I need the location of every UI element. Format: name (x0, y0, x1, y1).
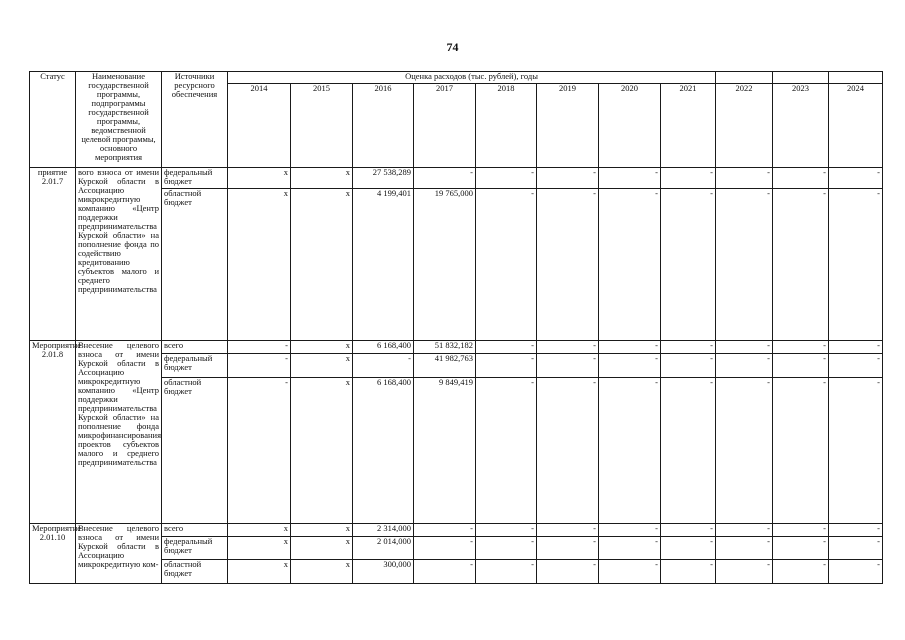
value-cell: 51 832,182 (414, 341, 476, 354)
value-cell: - (661, 354, 716, 378)
value-cell: - (773, 378, 829, 524)
value-cell: - (537, 189, 599, 341)
value-cell: x (291, 537, 353, 560)
value-cell: - (599, 168, 661, 189)
value-cell: - (716, 378, 773, 524)
value-cell: - (476, 168, 537, 189)
source-cell: федеральный бюджет (162, 354, 228, 378)
value-cell: 2 314,000 (353, 524, 414, 537)
value-cell: - (829, 341, 883, 354)
value-cell: x (291, 168, 353, 189)
header-blank-cell (716, 72, 773, 84)
value-cell: - (661, 524, 716, 537)
table-row (30, 168, 883, 189)
value-cell: x (291, 560, 353, 584)
value-cell: - (228, 378, 291, 524)
value-cell: - (414, 524, 476, 537)
value-cell: - (537, 524, 599, 537)
value-cell: - (773, 537, 829, 560)
value-cell: - (773, 168, 829, 189)
budget-table (29, 71, 883, 584)
value-cell: - (537, 378, 599, 524)
value-cell: - (599, 354, 661, 378)
value-cell: 6 168,400 (353, 341, 414, 354)
header-year: 2020 (599, 84, 661, 168)
value-cell: - (599, 341, 661, 354)
value-cell: - (599, 378, 661, 524)
header-row-top (30, 72, 883, 84)
source-cell: областной бюджет (162, 189, 228, 341)
table-row (30, 341, 883, 354)
header-year: 2022 (716, 84, 773, 168)
value-cell: - (829, 524, 883, 537)
value-cell: - (829, 354, 883, 378)
value-cell: 2 014,000 (353, 537, 414, 560)
source-cell: областной бюджет (162, 560, 228, 584)
value-cell: - (476, 524, 537, 537)
header-year: 2015 (291, 84, 353, 168)
value-cell: 19 765,000 (414, 189, 476, 341)
value-cell: x (291, 341, 353, 354)
value-cell: x (291, 524, 353, 537)
value-cell: 27 538,289 (353, 168, 414, 189)
value-cell: x (228, 537, 291, 560)
header-blank-cell (773, 72, 829, 84)
measure-name-cell: вого взноса от имени Курской области в Ассоциацию микрокредитную компанию «Центр поддержки предпринимательства Курской области» на пополнение фонда по содействию кредитованию субъектов малого и среднего предпринимательства (76, 168, 162, 341)
source-cell: федеральный бюджет (162, 537, 228, 560)
value-cell: - (829, 168, 883, 189)
value-cell: - (414, 537, 476, 560)
value-cell: x (228, 168, 291, 189)
value-cell: - (661, 378, 716, 524)
value-cell: - (661, 189, 716, 341)
value-cell: - (476, 560, 537, 584)
measure-name-cell: Внесение целевого взноса от имени Курской области в Ассоциацию микрокредитную ком- (76, 524, 162, 584)
value-cell: - (414, 168, 476, 189)
value-cell: - (599, 189, 661, 341)
value-cell: - (716, 189, 773, 341)
value-cell: - (829, 378, 883, 524)
status-cell: Мероприятие 2.01.10 (30, 524, 76, 584)
source-cell: всего (162, 341, 228, 354)
value-cell: 9 849,419 (414, 378, 476, 524)
value-cell: - (716, 168, 773, 189)
value-cell: - (829, 537, 883, 560)
value-cell: - (661, 341, 716, 354)
value-cell: - (829, 189, 883, 341)
value-cell: - (773, 560, 829, 584)
page-number: 74 (446, 40, 459, 54)
value-cell: 6 168,400 (353, 378, 414, 524)
table-body (30, 168, 883, 584)
value-cell: - (414, 560, 476, 584)
value-cell: - (599, 524, 661, 537)
value-cell: x (291, 189, 353, 341)
value-cell: - (773, 524, 829, 537)
value-cell: - (537, 354, 599, 378)
header-year: 2016 (353, 84, 414, 168)
header-blank-cell (829, 72, 883, 84)
value-cell: x (291, 378, 353, 524)
value-cell: - (476, 341, 537, 354)
value-cell: - (228, 341, 291, 354)
value-cell: 300,000 (353, 560, 414, 584)
header-year: 2018 (476, 84, 537, 168)
value-cell: - (661, 168, 716, 189)
value-cell: - (773, 341, 829, 354)
value-cell: - (716, 537, 773, 560)
value-cell: - (537, 537, 599, 560)
source-cell: всего (162, 524, 228, 537)
value-cell: - (476, 537, 537, 560)
value-cell: x (228, 189, 291, 341)
value-cell: - (716, 341, 773, 354)
value-cell: - (228, 354, 291, 378)
header-source: Источники ресурсного обеспечения (162, 72, 228, 168)
measure-name-cell: Внесение целевого взноса от имени Курской области в Ассоциацию микрокредитную компанию «Центр поддержки предпринимательства Курской области» на пополнение фонда микрофинансирования проектов субъектов малого и среднего предпринимательства (76, 341, 162, 524)
value-cell: - (476, 189, 537, 341)
value-cell: - (476, 378, 537, 524)
value-cell: - (716, 560, 773, 584)
value-cell: - (537, 560, 599, 584)
value-cell: - (773, 189, 829, 341)
value-cell: - (599, 537, 661, 560)
value-cell: - (661, 560, 716, 584)
value-cell: - (353, 354, 414, 378)
status-cell: Мероприятие 2.01.8 (30, 341, 76, 524)
header-status: Статус (30, 72, 76, 168)
value-cell: - (537, 168, 599, 189)
header-cost-group: Оценка расходов (тыс. рублей), годы (228, 72, 716, 84)
header-year: 2017 (414, 84, 476, 168)
value-cell: - (716, 524, 773, 537)
header-year: 2024 (829, 84, 883, 168)
header-year: 2021 (661, 84, 716, 168)
value-cell: x (291, 354, 353, 378)
value-cell: - (716, 354, 773, 378)
source-cell: областной бюджет (162, 378, 228, 524)
value-cell: x (228, 524, 291, 537)
value-cell: - (537, 341, 599, 354)
value-cell: - (661, 537, 716, 560)
value-cell: - (773, 354, 829, 378)
header-name: Наименование государственной программы, подпрограммы государственной программы, ведомственной целевой программы, основного мероприятия (76, 72, 162, 168)
table-row (30, 524, 883, 537)
value-cell: - (829, 560, 883, 584)
status-cell: приятие 2.01.7 (30, 168, 76, 341)
source-cell: федеральный бюджет (162, 168, 228, 189)
value-cell: 4 199,401 (353, 189, 414, 341)
header-year: 2023 (773, 84, 829, 168)
value-cell: - (599, 560, 661, 584)
value-cell: x (228, 560, 291, 584)
value-cell: - (476, 354, 537, 378)
value-cell: 41 982,763 (414, 354, 476, 378)
header-year: 2019 (537, 84, 599, 168)
header-year: 2014 (228, 84, 291, 168)
